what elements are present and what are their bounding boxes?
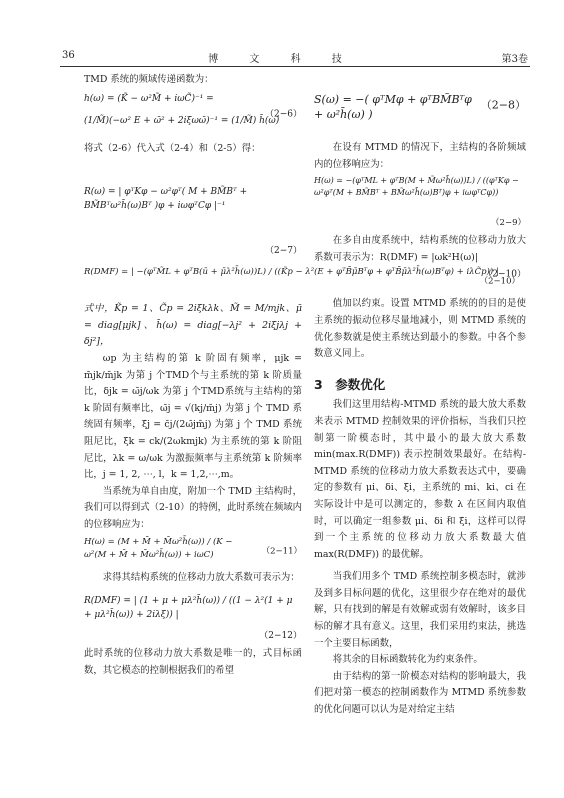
running-header xyxy=(0,50,564,70)
paragraph: TMD 系统的频域传递函数为： xyxy=(84,74,214,85)
section-heading: 3 参数优化 xyxy=(314,376,386,392)
equation-number: （2−7） xyxy=(265,245,302,256)
equation-2-10-number xyxy=(314,268,526,282)
equation-line: (1/M̃)(−ω² E + ω̄² + 2iξωω̄)⁻¹ = (1/M̃) h̄(ω) xyxy=(84,116,280,127)
equation-2-8 xyxy=(314,74,526,138)
equation-number: （2−10） xyxy=(479,276,520,287)
paragraph: 在设有 MTMD 的情况下，主结构的各阶频域内的位移响应为： xyxy=(314,142,526,170)
paragraph: 求得其结构系统的位移动力放大系数可表示为： xyxy=(102,571,300,583)
equation-number: （2−12） xyxy=(259,630,302,641)
equation-2-7 xyxy=(84,159,302,255)
equation-line: h(ω) = (K̃ − ω²M̃ + iωC̃)⁻¹ = xyxy=(84,93,214,104)
volume-label: 第3卷 xyxy=(501,54,528,65)
paragraph: 当系统为单自由度，附加一个 TMD 主结构时，我们可以得到式（2-10）的特例，此时系统在频域内的位移响应为： xyxy=(84,485,302,530)
equation-number: （2−8） xyxy=(480,98,526,112)
paragraph: 将其余的目标函数转化为约束条件。 xyxy=(332,654,483,666)
equation-2-11 xyxy=(84,536,302,568)
equation-body: R(DMF) = | (1 + μ + μλ²h̄(ω)) / ((1 − λ²(1 + μ + μλ²h̄(ω)) + 2iλξ)) | xyxy=(84,596,293,621)
paragraph: 在多自由度系统中，结构系统的位移动力放大系数可表示为：R(DMF) = |ωk²H(ω)| xyxy=(314,235,526,263)
equation-body: H(ω) = −(φᵀML + φᵀB(M + M̃ω²h̄(ω))L) / ((φᵀKφ − ω²φᵀ(M + BM̃Bᵀ + BM̃ω²h̄(ω)Bᵀ)φ + iωφᵀCφ)) xyxy=(314,176,519,198)
paragraph: 式中，K̃p = 1、C̃p = 2iξkλk、M̃ = M/mjk、μ̄ = diag[μjk]、h̄(ω) = diag[−λj² + 2iξ̄jλj + δj²]， xyxy=(84,303,302,348)
journal-name: 博 文 科 技 xyxy=(208,54,356,65)
equation-2-6 xyxy=(84,91,302,139)
equation-number: （2−6） xyxy=(265,109,302,120)
page-number: 36 xyxy=(62,50,75,61)
header-rule xyxy=(60,66,530,67)
equation-number: （2−11） xyxy=(261,546,302,557)
paragraph: 将式（2-6）代入式（2-4）和（2-5）得： xyxy=(84,142,261,154)
equation-body: H(ω) = (M + M̄ + M̄ω²h̄(ω)) / (K − ω²(M + M̄ + M̄ω²h̄(ω)) + iωC) xyxy=(84,536,233,560)
equation-2-12 xyxy=(84,588,302,641)
equation-body: R(ω) = | φᵀKφ − ω²φᵀ( M + BM̃Bᵀ + BM̃Bᵀω²h̄(ω)Bᵀ )φ + iωφᵀCφ |⁻¹ xyxy=(84,187,248,212)
paragraph: 值加以约束。设置 MTMD 系统的的目的是使主系统的振动位移尽量地减小，则 MTMD 系统的优化参数就是使主系统达到最小的参数。中各个参数意义同上。 xyxy=(314,298,526,360)
equation-number: （2−9） xyxy=(491,217,526,228)
paragraph: 此时系统的位移动力放大系数是唯一的，式目标函数，其它模态的控制根据我们的希望 xyxy=(84,648,302,676)
paragraph: ωp 为主结构的第 k 阶固有频率，μjk = m̄jk/m̄jk 为第 j 个TMD个与主系统的第 k 阶质量比，δjk = ω̄j/ωk 为第 j 个TMD系统与主结构的第 k 阶固有频率比，ω̄j = √(kj/m̄j) 为第 j 个 TMD 系统固有频率，ξ̄j = c̄j/(2ω̄jm̄j) 为第 j 个 TMD 系统阻尼比，ξk = ck/(2ωkmjk) 为主系统的第 k 阶阻尼比，λk = ω/ωk 为激振频率与主系统第 k 阶频率比，j = 1, 2, ⋯, l，k = 1,2,⋯,m。 xyxy=(84,352,302,481)
paragraph: 由于结构的第一阶模态对结构的影响最大，我们把对第一模态的控制函数作为 MTMD 系统参数的优化问题可以认为是对给定主结 xyxy=(314,670,526,716)
right-column xyxy=(314,72,526,719)
equation-number: （2−10） xyxy=(483,270,526,281)
paragraph: 当我们用多个 TMD 系统控制多模态时，就涉及到多目标问题的优化，这里很少存在绝对的最优解，只有找到的解是有效解或弱有效解时，该多目标的解才具有意义。这里，我们采用约束法，挑选一个主要目标函数， xyxy=(314,571,526,649)
equation-body: S(ω) = −( φᵀMφ + φᵀBM̃Bᵀφ + ω²h̄(ω) ) xyxy=(314,93,472,121)
paragraph: 我们这里用结构-MTMD 系统的最大放大系数来表示 MTMD 控制效果的评价指标，当我们只控制第一阶模态时，其中最小的最大放大系数 min(max.R(DMF)) 表示控制效果最好。在结构-MTMD 系统的位移动力放大系数表达式中，要确定的参数有 μi、δi、ξ̄i，主系统的 mi、ki、ci 在实际设计中是可以测定的，参数 λ 在区间内取值时，可以确定一组参数 μi、δi 和 ξ̄i，这样可以得到一个主系统的位移动力放大系数最大值 max(R(DMF)) 的最优解。 xyxy=(314,399,526,560)
equation-2-9 xyxy=(314,175,526,228)
equation-body: R(DMF) = | −(φᵀM̃L + φᵀB(ū + μ̄λ²h̄(ω))L) / ((K̃p − λ²(E + φᵀB̄μ̄Bᵀφ + φᵀB̄μ̄λ²h̄(ω)Bᵀφ) + iλC̃p)) | xyxy=(84,267,499,278)
